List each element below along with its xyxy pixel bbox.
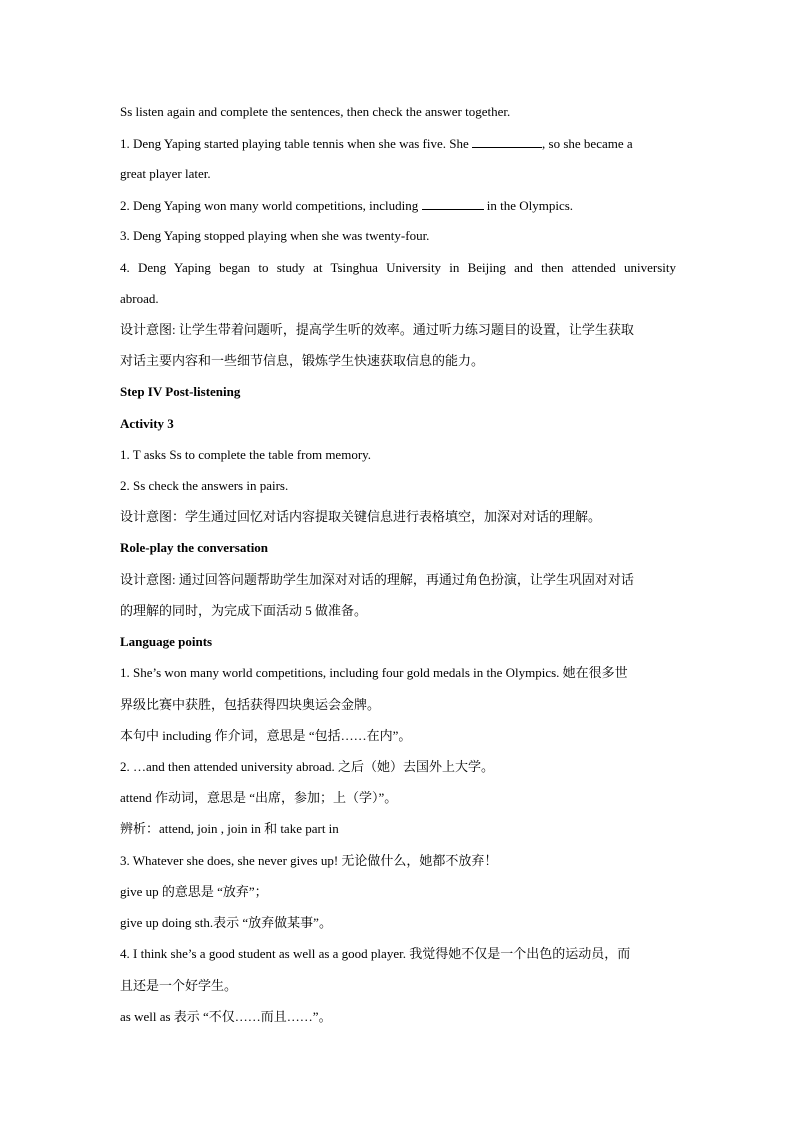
sentence-3-line: 3. Deng Yaping stopped playing when she was twenty-four. (120, 228, 430, 243)
point-1-line-1: 1. She’s won many world competitions, including four gold medals in the Olympics. 她在很多世 (120, 665, 628, 680)
answer-blank-2 (422, 197, 484, 210)
design-intent-1-line-1: 设计意图: 让学生带着问题听，提高学生听的效率。通过听力练习题目的设置，让学生获取 (120, 322, 634, 337)
point-1-line-2: 界级比赛中获胜，包括获得四块奥运会金牌。 (120, 697, 381, 712)
point-2-line: 2. …and then attended university abroad. 之后（她）去国外上大学。 (120, 759, 495, 774)
activity-step-2: 2. Ss check the answers in pairs. (120, 478, 289, 493)
sentence-2-text: 2. Deng Yaping won many world competitions, including (120, 198, 419, 213)
point-3-note-1: give up 的意思是 “放弃”； (120, 884, 268, 899)
sentence-4-line-2: abroad. (120, 291, 159, 306)
sentence-1-text: 1. Deng Yaping started playing table tennis when she was five. She (120, 136, 469, 151)
sentence-2-line (120, 197, 676, 214)
sentence-1-line-2: great player later. (120, 166, 211, 181)
point-4-line-2: 且还是一个好学生。 (120, 978, 238, 993)
step-heading: Step IV Post-listening (120, 384, 241, 399)
answer-blank-1 (472, 135, 542, 148)
language-points-heading: Language points (120, 634, 213, 649)
point-4-line-1: 4. I think she’s a good student as well as a good player. 我觉得她不仅是一个出色的运动员，而 (120, 946, 631, 961)
sentence-1-line-1 (120, 135, 676, 152)
activity-step-1: 1. T asks Ss to complete the table from memory. (120, 447, 372, 462)
design-intent-3-line-1: 设计意图: 通过回答问题帮助学生加深对对话的理解，再通过角色扮演，让学生巩固对对话 (120, 572, 634, 587)
intro-line: Ss listen again and complete the sentences, then check the answer together. (120, 104, 511, 119)
activity-heading: Activity 3 (120, 416, 174, 431)
design-intent-1-line-2: 对话主要内容和一些细节信息，锻炼学生快速获取信息的能力。 (120, 353, 485, 368)
sentence-1-tail: , so she became a (542, 136, 633, 151)
point-2-note: attend 作动词，意思是 “出席，参加；上（学）”。 (120, 790, 398, 805)
sentence-2-tail: in the Olympics. (486, 198, 574, 213)
point-1-note: 本句中 including 作介词，意思是 “包括……在内”。 (120, 728, 412, 743)
point-3-note-2: give up doing sth.表示 “放弃做某事”。 (120, 915, 332, 930)
sentence-4-line-1: 4. Deng Yaping began to study at Tsinghua University in Beijing and then attended university (120, 260, 676, 275)
design-intent-3-line-2: 的理解的同时，为完成下面活动 5 做准备。 (120, 603, 368, 618)
role-play-heading: Role-play the conversation (120, 540, 269, 555)
point-3-line: 3. Whatever she does, she never gives up! 无论做什么，她都不放弃！ (120, 853, 498, 868)
point-2-comparison: 辨析：attend, join , join in 和 take part in (120, 821, 339, 836)
point-4-note: as well as 表示 “不仅……而且……”。 (120, 1009, 332, 1024)
design-intent-2: 设计意图：学生通过回忆对话内容提取关键信息进行表格填空，加深对对话的理解。 (120, 509, 602, 524)
